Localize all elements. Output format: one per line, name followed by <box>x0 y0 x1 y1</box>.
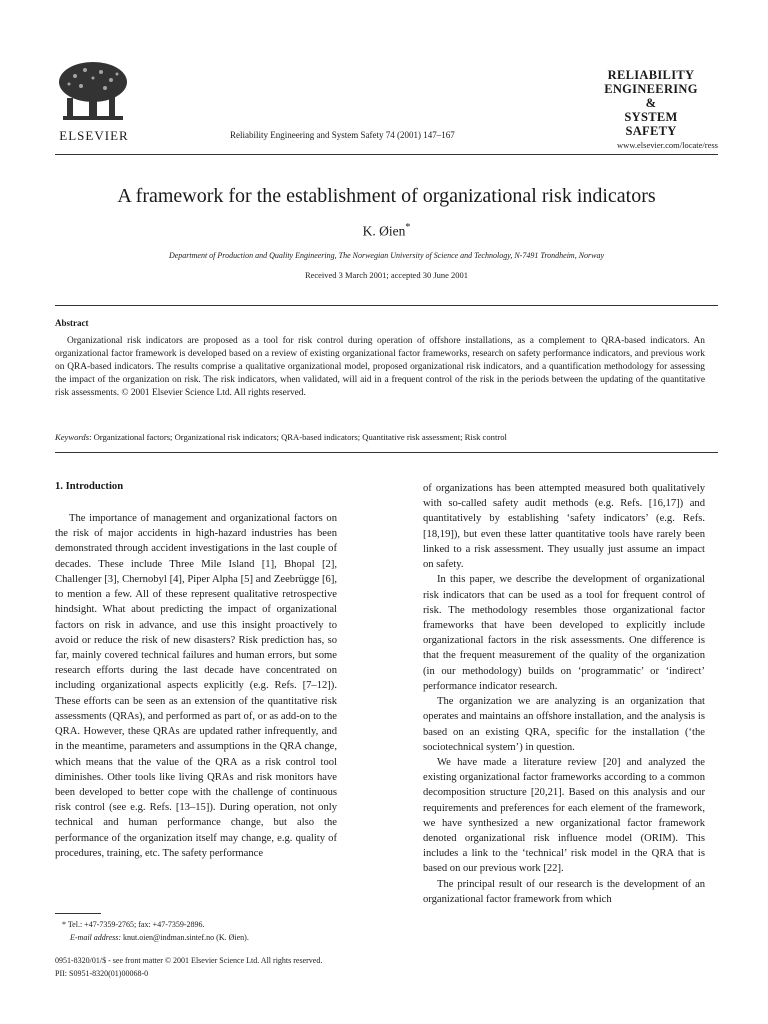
brand-line: SAFETY <box>625 124 677 138</box>
abstract-text: Organizational risk indicators are proposed as a tool for risk control during operation of offshore installations, as a complement to QRA-based indicators. An organizational factor framework is developed based on a review of existing organizational factor frameworks, research on safety performance indicators, and previous work on QRA-based indicators. The results comprise a qualitative organizational model, proposed organizational risk indicators, and a quantification methodology for assessing the impact of the organization on risk. The risk indicators, when validated, will aid in a frequent control of the risk in the periods between the updating of the quantitative risk assessments. © 2001 Elsevier Science Ltd. All rights reserved. <box>55 336 705 399</box>
brand-line: ENGINEERING <box>604 82 698 96</box>
brand-line: & <box>645 96 657 110</box>
author <box>55 222 718 240</box>
article-title: A framework for the establishment of organizational risk indicators <box>117 185 656 207</box>
abstract-bottom-rule <box>55 452 718 453</box>
journal-reference: Reliability Engineering and System Safety 74 (2001) 147–167 <box>230 130 455 140</box>
author-name: K. Øien <box>362 223 406 239</box>
paragraph: In this paper, we describe the development of organizational risk indicators that can be used as a tool for frequent control of risk. The methodology resembles those organizational factor frameworks that have been developed to explicitly include organizational factors in the risk assessments. One difference is that the frequent measurement of the quality of the organization (in our methodology) builds on ‘programmatic’ or ‘indirect’ performance indicator research. <box>423 574 705 692</box>
footnote-email-line <box>62 932 362 945</box>
keywords-label: Keywords <box>55 432 90 442</box>
copyright-line: 0951-8320/01/$ - see front matter © 2001 Elsevier Science Ltd. All rights reserved. <box>55 956 323 965</box>
journal-url[interactable]: www.elsevier.com/locate/ress <box>617 140 718 150</box>
footnote-contact: * Tel.: +47-7359-2765; fax: +47-7359-2896. <box>62 920 205 929</box>
paragraph: of organizations has been attempted measured both qualitatively with so-called safety audit methods (e.g. Refs. [16,17]) and quantitatively by establishing ‘safety indicators’ (e.g. Refs. [18,19]), but even these latter quantitative tools have rarely been linked to a risk assessment. They usually just assume an impact on safety. <box>423 483 705 571</box>
paragraph: The importance of management and organizational factors on the risk of major accidents in high-hazard industries has been demonstrated through accident investigations in the last couple of decades. These include Three Mile Island [1], Bhopal [2], Challenger [3], Chernobyl [4], Piper Alpha [5] and Zeebrügge [6], to mention a few. All of these represent qualitative retrospective hindsight. What about predicting the impact of organizational factors on risk in advance, and use this insight proactively to avoid or reduce the risk of new disasters? Risk prediction has, so far, mainly covered technical failures and human errors, but some research efforts during the last decade have concentrated on including organizational aspects explicitly (e.g. Refs. [7–12]). These efforts can be seen as an extension of the quantitative risk assessments (QRAs), and performed as part of, or as add-on to the QRA. However, these QRAs are updated rather infrequently, and in the meantime, parameters and assumptions in the QRA change, which means that the value of the QRA as a risk control tool diminishes. Other tools like living QRAs and risk monitors have been developed to better cope with the challenge of continuous risk control (see e.g. Refs. [13–15]). During operation, not only technical and human performance change, but also the performance of the organization itself may change, e.g. quality of procedures, training, etc. The safety performance <box>55 513 337 859</box>
journal-brand <box>585 68 717 138</box>
pii-line: PII: S0951-8320(01)00068-0 <box>55 968 149 978</box>
email-address[interactable]: knut.oien@indman.sintef.no (K. Øien). <box>121 932 249 942</box>
paragraph: The organization we are analyzing is an organization that operates and maintains an offshore installation, and the analysis is based on an existing QRA, specific for the installation (‘the sociotechnical system’) in question. <box>423 696 705 753</box>
author-footnote-mark[interactable]: * <box>405 222 411 233</box>
elsevier-tree-logo <box>55 60 130 125</box>
keywords <box>55 432 718 442</box>
keywords-list: : Organizational factors; Organizational risk indicators; QRA-based indicators; Quantitative risk assessment; Risk control <box>89 432 507 442</box>
front-matter <box>55 955 555 980</box>
paragraph: We have made a literature review [20] and analyzed the existing organizational factor frameworks according to a common decomposition structure [20,21]. Based on this analysis and our requirements and preferences for each element of the framework, we have synthesized a new organizational factor framework denoted organizational risk influence model (ORIM). This includes a link to the ‘technical’ risk model in the QRA that is based on our previous work [22]. <box>423 756 705 875</box>
author-footnote <box>62 919 362 944</box>
affiliation: Department of Production and Quality Engineering, The Norwegian University of Science and Technology, N-7491 Trondheim, Norway <box>168 251 605 260</box>
paragraph: The principal result of our research is the development of an organizational factor framework from which <box>423 878 705 905</box>
right-column <box>423 481 705 907</box>
section-heading: 1. Introduction <box>55 481 124 492</box>
publisher-name: ELSEVIER <box>59 128 129 143</box>
brand-line: RELIABILITY <box>607 68 695 82</box>
header-rule <box>55 154 718 155</box>
received-dates: Received 3 March 2001; accepted 30 June 2001 <box>304 270 469 280</box>
left-column <box>55 511 337 861</box>
abstract-top-rule <box>55 305 718 306</box>
footnote-rule <box>55 913 101 914</box>
email-label: E-mail address: <box>70 932 122 942</box>
brand-line: SYSTEM <box>624 110 678 124</box>
abstract-heading: Abstract <box>55 318 89 328</box>
